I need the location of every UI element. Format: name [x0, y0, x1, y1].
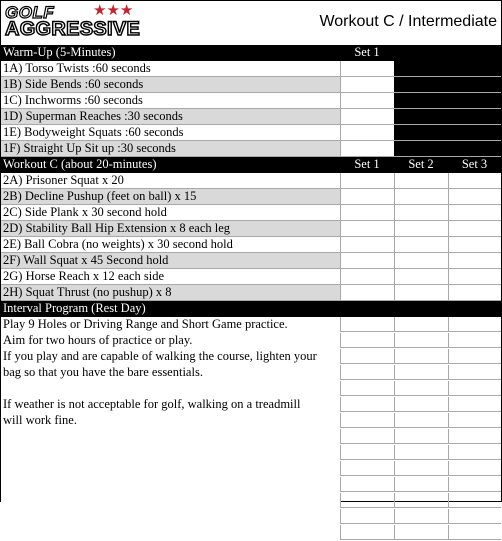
warmup-exercise-row — [1, 61, 501, 77]
interval-note-row — [1, 397, 501, 413]
interval-note-row — [1, 317, 501, 333]
warmup-exercise-row — [1, 77, 501, 93]
set-2-entry[interactable] — [394, 189, 448, 204]
set-2-entry[interactable] — [394, 493, 448, 508]
set-3-entry[interactable] — [448, 381, 501, 396]
set-1-entry[interactable] — [340, 93, 394, 108]
blank-cell — [448, 125, 501, 140]
set-1-entry[interactable] — [340, 189, 394, 204]
warmup-exercise-row — [1, 109, 501, 125]
page-title: Workout C / Intermediate — [319, 13, 497, 30]
set-3-entry[interactable] — [448, 269, 501, 284]
workout-exercise-row — [1, 173, 501, 189]
warmup-exercise-row — [1, 125, 501, 141]
interval-note-line: If weather is not acceptable for golf, walking on a treadmill — [1, 397, 340, 412]
set-1-entry[interactable] — [340, 285, 394, 300]
workout-table — [1, 45, 501, 541]
interval-note-line — [1, 525, 340, 540]
interval-note-line: Aim for two hours of practice or play. — [1, 333, 340, 348]
interval-note-line — [1, 461, 340, 476]
set-3-entry[interactable] — [448, 221, 501, 236]
set-2-entry[interactable] — [394, 525, 448, 540]
set-3-entry[interactable] — [448, 365, 501, 380]
logo-aggressive-text: AGGRESSIVE — [5, 19, 141, 40]
set-3-entry[interactable] — [448, 253, 501, 268]
set-2-entry[interactable] — [394, 205, 448, 220]
set-1-entry[interactable] — [340, 365, 394, 380]
interval-note-row — [1, 333, 501, 349]
set-3-entry[interactable] — [448, 285, 501, 300]
blank-cell — [448, 109, 501, 124]
set-3-entry[interactable] — [448, 333, 501, 348]
blank-cell — [394, 141, 448, 156]
set-1-entry[interactable] — [340, 317, 394, 332]
workout-set-1-label: Set 1 — [354, 157, 380, 171]
exercise-name: 2D) Stability Ball Hip Extension x 8 each leg — [1, 221, 340, 236]
exercise-name: 1F) Straight Up Sit up :30 seconds — [1, 141, 340, 156]
set-2-entry[interactable] — [394, 445, 448, 460]
workout-exercise-row — [1, 237, 501, 253]
interval-note-row — [1, 365, 501, 381]
blank-cell — [448, 61, 501, 76]
blank-cell — [394, 61, 448, 76]
set-3-entry[interactable] — [448, 493, 501, 508]
interval-note-line: will work fine. — [1, 413, 340, 428]
set-2-entry[interactable] — [394, 461, 448, 476]
set-1-entry[interactable] — [340, 205, 394, 220]
set-1-entry[interactable] — [340, 269, 394, 284]
set-3-entry[interactable] — [448, 413, 501, 428]
set-2-entry[interactable] — [394, 381, 448, 396]
set-1-entry[interactable] — [340, 141, 394, 156]
set-2-entry[interactable] — [394, 269, 448, 284]
set-2-entry[interactable] — [394, 349, 448, 364]
warmup-exercise-row — [1, 93, 501, 109]
set-3-entry[interactable] — [448, 461, 501, 476]
exercise-name: 2B) Decline Pushup (feet on ball) x 15 — [1, 189, 340, 204]
workout-set-3-label: Set 3 — [461, 157, 488, 171]
set-1-entry[interactable] — [340, 333, 394, 348]
set-3-entry[interactable] — [448, 189, 501, 204]
interval-note-line — [1, 493, 340, 508]
interval-note-row — [1, 349, 501, 365]
blank-cell — [448, 45, 501, 60]
set-1-entry[interactable] — [340, 381, 394, 396]
blank-cell — [448, 301, 501, 316]
workout-exercise-row — [1, 189, 501, 205]
blank-cell — [448, 77, 501, 92]
set-3-entry[interactable] — [448, 509, 501, 524]
set-1-entry[interactable] — [340, 221, 394, 236]
blank-cell — [448, 93, 501, 108]
set-3-entry[interactable] — [448, 525, 501, 540]
exercise-name: 1B) Side Bends :60 seconds — [1, 77, 340, 92]
interval-note-row — [1, 429, 501, 445]
set-1-entry[interactable] — [340, 445, 394, 460]
interval-note-row — [1, 445, 501, 461]
set-3-entry[interactable] — [448, 237, 501, 252]
interval-header-row — [1, 301, 501, 317]
exercise-name: 1C) Inchworms :60 seconds — [3, 93, 143, 107]
sheet-header — [1, 1, 501, 45]
blank-cell — [394, 93, 448, 108]
exercise-name: 1E) Bodyweight Squats :60 seconds — [3, 125, 184, 139]
set-2-entry[interactable] — [394, 285, 448, 300]
interval-note-row — [1, 413, 501, 429]
set-1-entry[interactable] — [340, 109, 394, 124]
warmup-set-1-label: Set 1 — [354, 45, 380, 59]
workout-exercise-row — [1, 285, 501, 301]
set-1-entry[interactable] — [340, 477, 394, 492]
interval-note-row — [1, 493, 501, 509]
workout-section-title: Workout C (about 20-minutes) — [3, 157, 157, 171]
workout-exercise-row — [1, 221, 501, 237]
blank-cell — [394, 301, 448, 316]
set-1-entry[interactable] — [340, 413, 394, 428]
set-1-entry[interactable] — [340, 237, 394, 252]
set-2-entry[interactable] — [394, 413, 448, 428]
interval-note-line: If you play and are capable of walking the course, lighten your — [1, 349, 340, 364]
interval-note-line — [1, 429, 340, 444]
set-2-entry[interactable] — [394, 477, 448, 492]
set-1-entry[interactable] — [340, 77, 394, 92]
set-1-entry[interactable] — [340, 125, 394, 140]
set-2-entry[interactable] — [394, 429, 448, 444]
workout-exercise-row — [1, 269, 501, 285]
blank-cell — [340, 301, 394, 316]
blank-cell — [394, 45, 448, 60]
set-2-entry[interactable] — [394, 509, 448, 524]
set-1-entry[interactable] — [340, 253, 394, 268]
interval-section-title: Interval Program (Rest Day) — [3, 301, 146, 315]
interval-note-line — [1, 509, 340, 524]
set-3-entry[interactable] — [448, 317, 501, 332]
set-3-entry[interactable] — [448, 397, 501, 412]
interval-note-line: Play 9 Holes or Driving Range and Short Game practice. — [1, 317, 340, 332]
set-2-entry[interactable] — [394, 317, 448, 332]
exercise-name: 2F) Wall Squat x 45 Second hold — [1, 253, 340, 268]
set-1-entry[interactable] — [340, 397, 394, 412]
set-1-entry[interactable] — [340, 525, 394, 540]
interval-note-row — [1, 381, 501, 397]
exercise-name: 2A) Prisoner Squat x 20 — [3, 173, 124, 187]
set-3-entry[interactable] — [448, 349, 501, 364]
blank-cell — [394, 125, 448, 140]
workout-header-row — [1, 157, 501, 173]
exercise-name: 2H) Squat Thrust (no pushup) x 8 — [1, 285, 340, 300]
set-2-entry[interactable] — [394, 173, 448, 188]
logo-golf-text: GOLF — [5, 3, 55, 22]
workout-set-2-label: Set 2 — [408, 157, 434, 171]
set-1-entry[interactable] — [340, 493, 394, 508]
interval-note-line — [1, 445, 340, 460]
set-1-entry[interactable] — [340, 509, 394, 524]
set-3-entry[interactable] — [448, 477, 501, 492]
set-2-entry[interactable] — [394, 237, 448, 252]
interval-note-row — [1, 525, 501, 541]
blank-cell — [394, 77, 448, 92]
exercise-name: 2E) Ball Cobra (no weights) x 30 second hold — [3, 237, 233, 251]
set-1-entry[interactable] — [340, 61, 394, 76]
warmup-section-title: Warm-Up (5-Minutes) — [3, 45, 116, 59]
interval-note-line — [1, 477, 340, 492]
set-3-entry[interactable] — [448, 205, 501, 220]
set-3-entry[interactable] — [448, 173, 501, 188]
set-3-entry[interactable] — [448, 429, 501, 444]
interval-note-line — [1, 381, 340, 396]
interval-note-row — [1, 461, 501, 477]
set-1-entry[interactable] — [340, 173, 394, 188]
logo-stars-icon: ★★★ — [93, 3, 134, 19]
warmup-exercise-row — [1, 141, 501, 157]
blank-cell — [394, 109, 448, 124]
set-2-entry[interactable] — [394, 253, 448, 268]
set-2-entry[interactable] — [394, 365, 448, 380]
blank-cell — [448, 141, 501, 156]
set-3-entry[interactable] — [448, 445, 501, 460]
set-1-entry[interactable] — [340, 429, 394, 444]
set-1-entry[interactable] — [340, 461, 394, 476]
set-2-entry[interactable] — [394, 397, 448, 412]
interval-note-row — [1, 477, 501, 493]
interval-note-row — [1, 509, 501, 525]
set-2-entry[interactable] — [394, 221, 448, 236]
set-2-entry[interactable] — [394, 333, 448, 348]
warmup-header-row — [1, 45, 501, 61]
set-1-entry[interactable] — [340, 349, 394, 364]
interval-note-line: bag so that you have the bare essentials. — [1, 365, 340, 380]
golf-aggressive-logo — [5, 4, 155, 44]
workout-exercise-row — [1, 205, 501, 221]
exercise-name: 2G) Horse Reach x 12 each side — [3, 269, 165, 283]
exercise-name: 2C) Side Plank x 30 second hold — [3, 205, 167, 219]
exercise-name: 1D) Superman Reaches :30 seconds — [1, 109, 340, 124]
workout-exercise-row — [1, 253, 501, 269]
exercise-name: 1A) Torso Twists :60 seconds — [3, 61, 151, 75]
